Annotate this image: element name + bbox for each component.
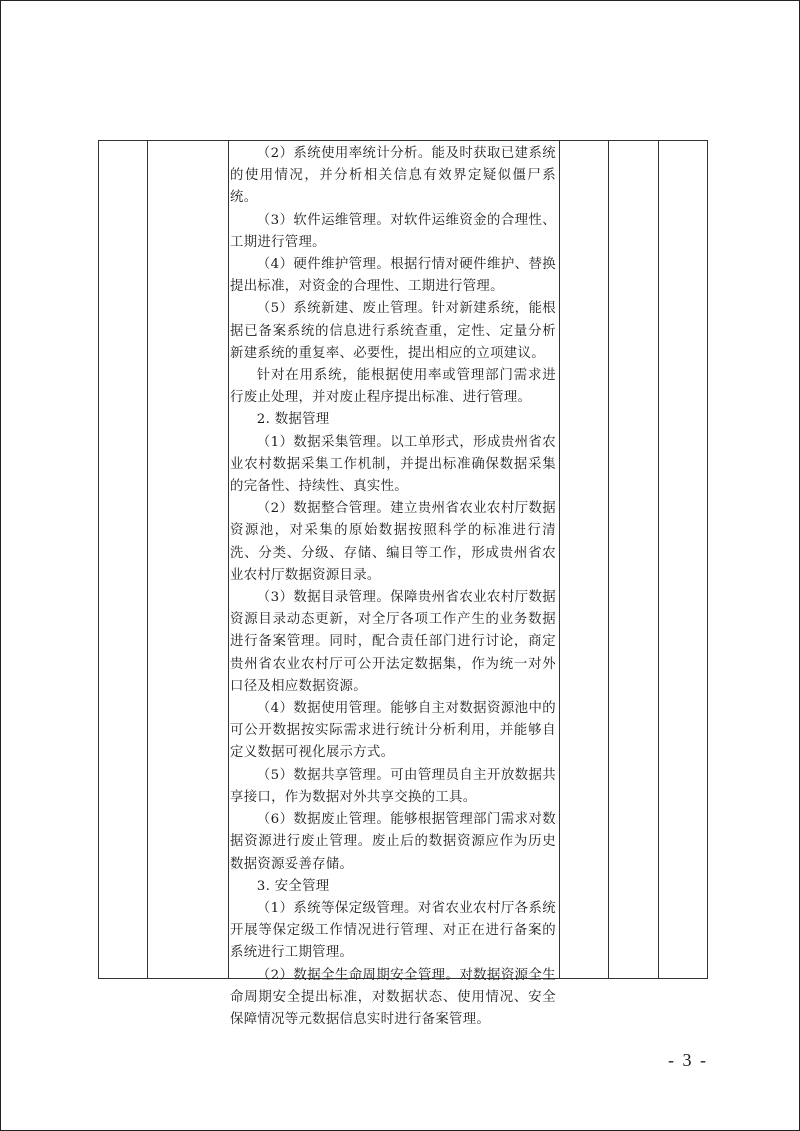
- paragraph: （6）数据废止管理。能够根据管理部门需求对数据资源进行废止管理。废止后的数据资源应作为历史数据资源妥善存储。: [230, 812, 556, 872]
- section-heading: 3. 安全管理: [256, 878, 330, 894]
- table-column-divider: [559, 141, 560, 978]
- paragraph: （1）数据采集管理。以工单形式，形成贵州省农业农村数据采集工作机制，并提出标准确保数据采集的完备性、持续性、真实性。: [230, 434, 556, 495]
- paragraph: （3）软件运维管理。对软件运维资金的合理性、工期进行管理。: [230, 212, 556, 250]
- paragraph: （5）数据共享管理。可由管理员自主开放数据共享接口，作为数据对外共享交换的工具。: [230, 767, 556, 805]
- table-content-cell: [230, 143, 556, 1031]
- paragraph: （2）系统使用率统计分析。能及时获取已建系统的使用情况，并分析相关信息有效界定疑似僵尸系统。: [230, 146, 556, 206]
- section-heading: 2. 数据管理: [256, 412, 330, 428]
- document-table: [98, 140, 708, 1027]
- table-column-divider: [608, 141, 609, 978]
- paragraph: （3）数据目录管理。保障贵州省农业农村厅数据资源目录动态更新，对全厅各项工作产生的业务数据进行备案管理。同时，配合责任部门进行讨论，商定贵州省农业农村厅可公开法定数据集，作为统一对外口径及相应数据资源。: [230, 590, 556, 694]
- page-number: - 3 -: [668, 1050, 708, 1070]
- table-column-divider: [147, 141, 148, 978]
- paragraph: （2）数据整合管理。建立贵州省农业农村厅数据资源池，对采集的原始数据按照科学的标准进行清洗、分类、分级、存储、编目等工作，形成贵州省农业农村厅数据资源目录。: [230, 501, 556, 583]
- paragraph: 针对在用系统，能根据使用率或管理部门需求进行废止处理，并对废止程序提出标准、进行管理。: [230, 368, 556, 406]
- paragraph: （2）数据全生命周期安全管理。对数据资源全生命周期安全提出标准，对数据状态、使用情况、安全保障情况等元数据信息实时进行备案管理。: [230, 967, 556, 1027]
- table-column-divider: [658, 141, 659, 978]
- table-column-divider: [228, 141, 229, 978]
- paragraph: （1）系统等保定级管理。对省农业农村厅各系统开展等保定级工作情况进行管理、对正在进行备案的系统进行工期管理。: [230, 900, 556, 961]
- paragraph: （4）数据使用管理。能够自主对数据资源池中的可公开数据按实际需求进行统计分析利用，并能够自定义数据可视化展示方式。: [230, 701, 556, 761]
- paragraph: （4）硬件维护管理。根据行情对硬件维护、替换提出标准，对资金的合理性、工期进行管理。: [230, 257, 556, 295]
- paragraph: （5）系统新建、废止管理。针对新建系统，能根据已备案系统的信息进行系统查重，定性、定量分析新建系统的重复率、必要性，提出相应的立项建议。: [230, 301, 556, 361]
